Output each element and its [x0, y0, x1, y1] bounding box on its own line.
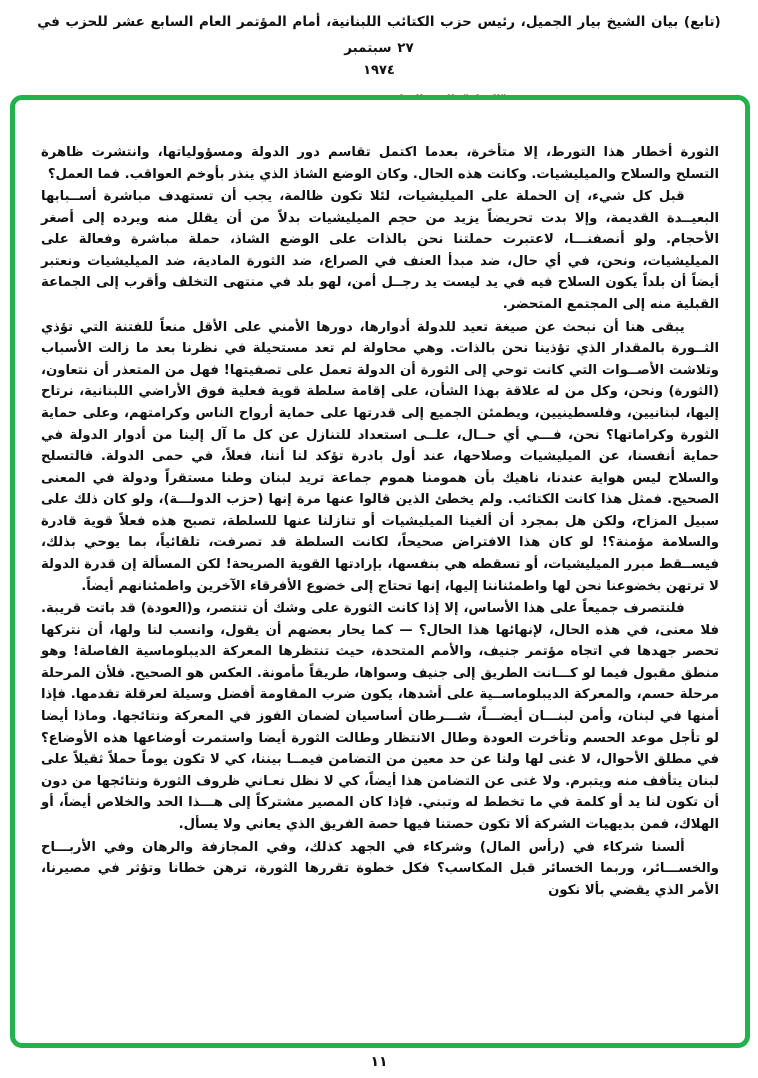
document-title: (تابع) بيان الشيخ بيار الجميل، رئيس حزب الكتائب اللبنانية، أمام المؤتمر العام السابع عشر للحزب في ٢٧ سبتمبر [37, 14, 721, 56]
document-header [0, 0, 758, 108]
page-number: ١١ [370, 1054, 388, 1070]
document-body [15, 100, 745, 922]
paragraph: قبل كل شيء، إن الحملة على الميليشيات، لئلا تكون ظالمة، يجب أن تستهدف مباشرة أســبابها البعيــدة القديمة، وإلا بدت تحريضاً يزيد من حجم الميليشيات بدلاً من أن يقلل منه ويرده إلى أصغر الأحجام. ولو أنصفنـــا، لاعتبرت حملتنا نحن بالذات على الوضع الشاذ، حملة مباشرة وفعالة على الميليشيات، ونحن، في أي حال، ضد مبدأ العنف في الصراع، ضد الثورة المادية، ضد الميليشيات ونعتبر أيضاً أن بلداً يكون السلاح فيه في يد ليست يد رجــل أمن، لهو بلد في منتهى التخلف وأقرب إلى الجماعة القبلية منه إلى المجتمع المتحضر. [41, 189, 719, 313]
paragraph: فلنتصرف جميعاً على هذا الأساس، إلا إذا كانت الثورة على وشك أن تنتصر، و(العودة) قد باتت قريبة. فلا معنى، في هذه الحال، لإنهائها هذا الحال؟ — كما يحار بعضهم أن يقول، وانسب لنا ولها، أن نتركها تحصر جهدها في اتجاه مؤتمر جنيف، والأمم المتحدة، حيث تنتظرها المعركة الديبلوماسية الفاصلة! وهو منطق مقبول فيما لو كـــانت الطريق إلى جنيف وسواها، طريقاً مأمونة. العكس هو الصحيح. فلأن المرحلة مرحلة حسم، والمعركة الديبلوماســية على أشدها، يكون ضرب المقاومة أفضل وسيلة لعرقلة تقدمها. فإذا أمنها في لبنان، وأمن لبنـــان أيضـــاً، شـــرطان أساسيان لضمان الفوز في المعركة ونتائجها. وماذا أيضا لو تأجل موعد الحسم وتأخرت العودة وطال الانتظار وطالت الثورة أيضا واستمرت أوضاعها هذه الأوضاع؟ في مطلق الأحوال، لا غنى لها ولنا عن حد معين من التضامن فيمــا بيننا، كي لا تكون يوماً حملاً ثقيلاً على لبنان يتأفف منه ويتبرم. ولا غنى عن التضامن هذا أيضاً، كي لا نظل نعـاني ظروف الثورة ونتائجها من دون أن تكون لنا يد أو كلمة في ما تخطط له وتبني. فإذا كان المصير مشتركاً إلى هـــذا الحد والخلاص أيضاً، أو الهلاك، فمن بديهيات الشركة ألا تكون حصتنا فيها حصة الفريق الذي يعاني ولا يسأل. [41, 601, 719, 832]
document-title-year: ١٩٧٤ [363, 63, 395, 79]
paragraph: الثورة أخطار هذا التورط، إلا متأخرة، بعدما اكتمل تقاسم دور الدولة ومسؤولياتها، وانتشرت ظاهرة التسلح والسلاح والميليشيات. وكانت هذه الحال. وكان الوضع الشاذ الذي ينذر بأوخم العواقب. فما العمل؟ [41, 145, 719, 182]
paragraph: ألسنا شركاء في (رأس المال) وشركاء في الجهد كذلك، وفي المجازفة والرهان وفي الأربـــاح والخســـائر، وربما الخسائر قبل المكاسب؟ فكل خطوة تقررها الثورة، ترهن خطانا وتؤثر في مصيرنا، الأمر الذي يقضي بألا نكون [41, 839, 719, 898]
paragraph: يبقى هنا أن نبحث عن صيغة تعيد للدولة أدوارها، دورها الأمني على الأقل منعاً للفتنة التي تؤذي الثــورة بالمقدار الذي تؤذينا نحن بالذات. وهي محاولة لم تعد مستحيلة في نظرنا بعد ما زالت الأسباب وتلاشت الأصــوات التي كانت توحي إلى الثورة أن الدولة تعمل على تصفيتها! فهل من المتعذر أن نتعاون، (الثورة) ونحن، وكل من له علاقة بهذا الشأن، على إقامة سلطة قوية فعلية فوق الأراضي اللبنانية، نرتاح إليها، لبنانيين، وفلسطينيين، ويطمئن الجميع إلى قدرتها على حماية أرواح الناس وكرامتهم، وعلى حماية الثورة وكراماتها؟ نحن، فـــي أي حــال، علــى استعداد للتنازل عن كل ما آل إلينا من أدوار الدولة في حماية أنفسنا، عن الميليشيات وصلاحها، عند أول بادرة تؤكد لنا أننا، فعلاً، في حمى الدولة. فالتسلح والسلاح ليس هواية عندنا، ناهيك بأن همومنا هموم جماعة تريد لبنان وطنا مستقراً ودولة في المعنى الصحيح. فمثل هذا كانت الكتائب. ولم يخطئ الذين قالوا عنها مرة إنها (حزب الدولـــة)، ولو كان ذلك على سبيل المزاح، ولكن هل بمجرد أن ألغينا الميليشيات أو تنازلنا عنها للسلطة، تصبح هذه فعلاً قوية قادرة والسلامة مؤمنة؟! لو كان هذا الافتراض صحيحاً، لكانت السلطة قد تصرفت، تلقائياً، بما يوحي بذلك، فيســقط مبرر الميليشيات، أو تسقطه هي بنفسها، بإرادتها القوية الصريحة! لكن المسألة إن قدرة الدولة لا ترتهن بخضوعنا نحن لها واطمئناننا إليها، إنها تحتاج إلى خضوع الأفرقاء الآخرين واطمئنانهم أيضاً. [41, 319, 719, 594]
green-border-frame [10, 95, 750, 1048]
